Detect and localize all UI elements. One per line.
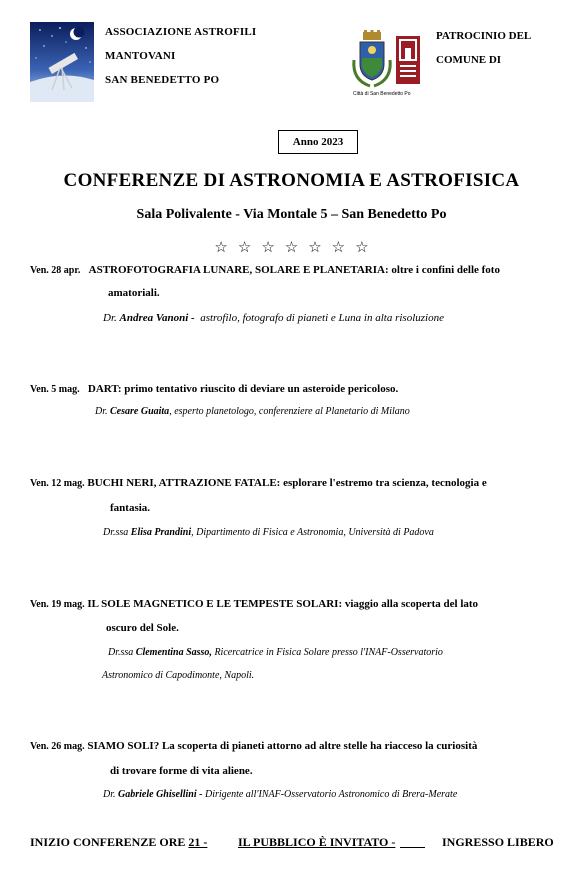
footer-hour: 21 - [188,835,208,849]
speaker-name: Gabriele Ghisellini - [118,789,203,800]
event-speaker [103,527,434,538]
event-topic: IL SOLE MAGNETICO E LE TEMPESTE SOLARI [87,598,339,610]
event-subtitle: : oltre i confini delle foto [384,264,500,276]
event-speaker [95,406,410,417]
event-title-continuation: fantasia. [110,502,151,514]
event-title-continuation: oscuro del Sole. [106,622,179,634]
stars-divider: ☆☆☆☆☆☆☆ [214,240,379,256]
organizer-line: MANTOVANI [105,50,176,62]
organizer-line: ASSOCIAZIONE ASTROFILI [105,26,257,38]
patronage-line: COMUNE DI [436,54,502,66]
event-date: Ven. 5 mag. [30,384,80,395]
city-crest-logo [350,30,394,90]
event-topic: ASTROFOTOGRAFIA LUNARE, SOLARE E PLANETARIA [88,264,385,276]
city-logo-caption: Città di San Benedetto Po [353,91,411,97]
association-logo [30,22,94,102]
patronage-line: PATROCINIO DEL [436,30,532,42]
event-subtitle: : viaggio alla scoperta del lato [338,598,479,610]
patronage-text [436,24,531,72]
footer-invite: IL PUBBLICO È INVITATO - [238,835,396,849]
speaker-title: Dr. [95,406,108,417]
speaker-description-continuation: Astronomico di Capodimonte, Napoli. [102,670,255,681]
organizer-name [105,20,256,92]
speaker-name: Clementina Sasso, [135,647,212,658]
footer-start-label: INIZIO CONFERENZE ORE [30,835,186,849]
event-speaker [103,789,457,800]
speaker-name: Andrea Vanoni - [119,312,195,324]
event-topic: BUCHI NERI, ATTRAZIONE FATALE [87,477,277,489]
venue-line: Sala Polivalente - Via Montale 5 – San Benedetto Po [136,207,447,222]
red-borghi-logo [396,36,420,84]
speaker-title: Dr. [103,789,116,800]
event-title [30,383,398,395]
event-title [30,264,500,276]
footer-underline-rule [400,847,425,848]
speaker-description: , Dipartimento di Fisica e Astronomia, Università di Padova [191,527,434,538]
event-topic: DART [87,383,118,395]
page-title: CONFERENZE DI ASTRONOMIA E ASTROFISICA [63,170,520,191]
speaker-description: Dirigente all'INAF-Osservatorio Astronomico di Brera-Merate [204,789,458,800]
speaker-name: Cesare Guaita [110,406,170,417]
event-date: Ven. 26 mag. [30,741,85,752]
footer-start-time [30,835,207,850]
speaker-title: Dr.ssa [108,647,134,658]
speaker-title: Dr.ssa [103,527,129,538]
event-subtitle: : primo tentativo riuscito di deviare un asteroide pericoloso. [117,383,399,395]
speaker-title: Dr. [103,312,117,324]
event-date: Ven. 28 apr. [30,265,81,276]
event-title [30,598,478,610]
event-speaker [103,312,444,324]
footer-free-entry: INGRESSO LIBERO [442,835,554,849]
organizer-line: SAN BENEDETTO PO [105,74,220,86]
speaker-name: Elisa Prandini [130,527,192,538]
speaker-description: Ricercatrice in Fisica Solare presso l'INAF-Osservatorio [214,647,443,658]
event-title [30,740,477,752]
year-box: Anno 2023 [278,130,358,154]
event-topic: SIAMO SOLI [87,740,154,752]
event-subtitle: ? La scoperta di pianeti attorno ad altre stelle ha riacceso la curiosità [153,740,478,752]
event-title [30,477,487,489]
event-speaker [108,647,443,658]
event-subtitle: : esplorare l'estremo tra scienza, tecnologia e [276,477,487,489]
event-title-continuation: di trovare forme di vita aliene. [110,765,253,777]
event-title-continuation: amatoriali. [108,287,160,299]
speaker-description: , esperto planetologo, conferenziere al Planetario di Milano [169,406,410,417]
speaker-description: astrofilo, fotografo di pianeti e Luna in alta risoluzione [200,312,444,324]
event-date: Ven. 19 mag. [30,599,85,610]
event-date: Ven. 12 mag. [30,478,85,489]
